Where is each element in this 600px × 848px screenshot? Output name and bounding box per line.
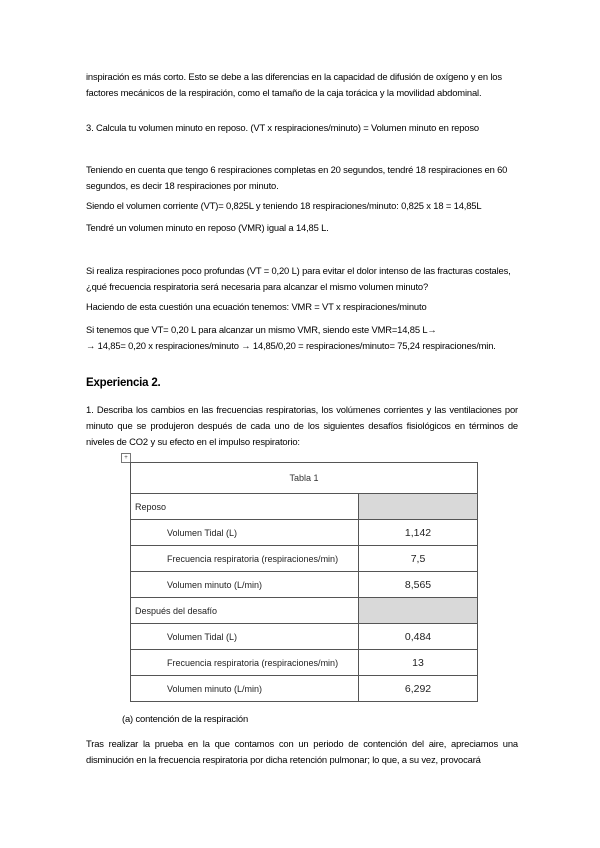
paragraph-continuation (86, 69, 518, 101)
paragraph-breath-holding: Tras realizar la prueba en la que contamos con un periodo de contención del aire, apreciamos una disminución en la frecuencia respiratoria por dicha retención pulmonar; lo que, a su vez, provocará (86, 738, 518, 765)
row-label: Frecuencia respiratoria (respiraciones/min) (131, 546, 359, 572)
paragraph-solution (86, 322, 518, 354)
row-value: 0,484 (359, 624, 478, 650)
table-title: Tabla 1 (131, 463, 478, 494)
table-row (131, 546, 478, 572)
question-1-experience-2: 1. Describa los cambios en las frecuencias respiratorias, los volúmenes corrientes y las ventilaciones por minuto que se produjeron después de cada uno de los siguientes desafíos fisiológicos en términos de niveles de CO2 y su efecto en el impulso respiratorio: (86, 404, 518, 447)
row-label: Volumen minuto (L/min) (131, 572, 359, 598)
shaded-cell (359, 494, 478, 520)
paragraph-breathing-rate (86, 162, 518, 194)
section-heading: Experiencia 2. (86, 377, 161, 389)
text-line: factores mecánicos de la respiración, como el tamaño de la caja torácica y la movilidad abdominal. (86, 87, 482, 98)
table-row (131, 572, 478, 598)
text-line: inspiración es más corto. Esto se debe a las diferencias en la capacidad de difusión de oxígeno y en los (86, 71, 502, 82)
table-row (131, 520, 478, 546)
row-value: 6,292 (359, 676, 478, 702)
text-line: → 14,85= 0,20 x respiraciones/minuto → 14,85/0,20 = respiraciones/minuto= 75,24 respiraciones/min. (86, 340, 496, 351)
row-label: Volumen Tidal (L) (131, 624, 359, 650)
subheading-breath-holding: (a) contención de la respiración (122, 713, 249, 724)
row-value: 13 (359, 650, 478, 676)
shaded-cell (359, 598, 478, 624)
table-row (131, 676, 478, 702)
text-line: Si tenemos que VT= 0,20 L para alcanzar un mismo VMR, siendo este VMR=14,85 L→ (86, 324, 437, 335)
text-line: Si realiza respiraciones poco profundas (VT = 0,20 L) para evitar el dolor intenso de las fracturas costales, (86, 265, 511, 276)
table-title-row (131, 463, 478, 494)
table-move-handle-icon[interactable]: + (121, 453, 131, 463)
row-value: 8,565 (359, 572, 478, 598)
text-line: ¿qué frecuencia respiratoria será necesaria para alcanzar el mismo volumen minuto? (86, 281, 429, 292)
text-line: segundos, es decir 18 respiraciones por minuto. (86, 180, 279, 191)
question-shallow-breathing (86, 263, 518, 295)
row-label: Volumen Tidal (L) (131, 520, 359, 546)
paragraph-vmr-result: Tendré un volumen minuto en reposo (VMR) igual a 14,85 L. (86, 222, 329, 233)
section-label: Después del desafío (131, 598, 359, 624)
row-value: 7,5 (359, 546, 478, 572)
table-section-row (131, 598, 478, 624)
paragraph-equation: Haciendo de esta cuestión una ecuación tenemos: VMR = VT x respiraciones/minuto (86, 301, 427, 312)
text-line: Teniendo en cuenta que tengo 6 respiraciones completas en 20 segundos, tendré 18 respiraciones en 60 (86, 164, 508, 175)
section-label: Reposo (131, 494, 359, 520)
row-label: Frecuencia respiratoria (respiraciones/min) (131, 650, 359, 676)
paragraph-vt-calculation: Siendo el volumen corriente (VT)= 0,825L y teniendo 18 respiraciones/minuto: 0,825 x 18 = 14,85L (86, 200, 482, 211)
table-row (131, 624, 478, 650)
data-table (130, 462, 478, 702)
table-section-row (131, 494, 478, 520)
question-3: 3. Calcula tu volumen minuto en reposo. (VT x respiraciones/minuto) = Volumen minuto en reposo (86, 122, 479, 133)
row-value: 1,142 (359, 520, 478, 546)
table-row (131, 650, 478, 676)
row-label: Volumen minuto (L/min) (131, 676, 359, 702)
